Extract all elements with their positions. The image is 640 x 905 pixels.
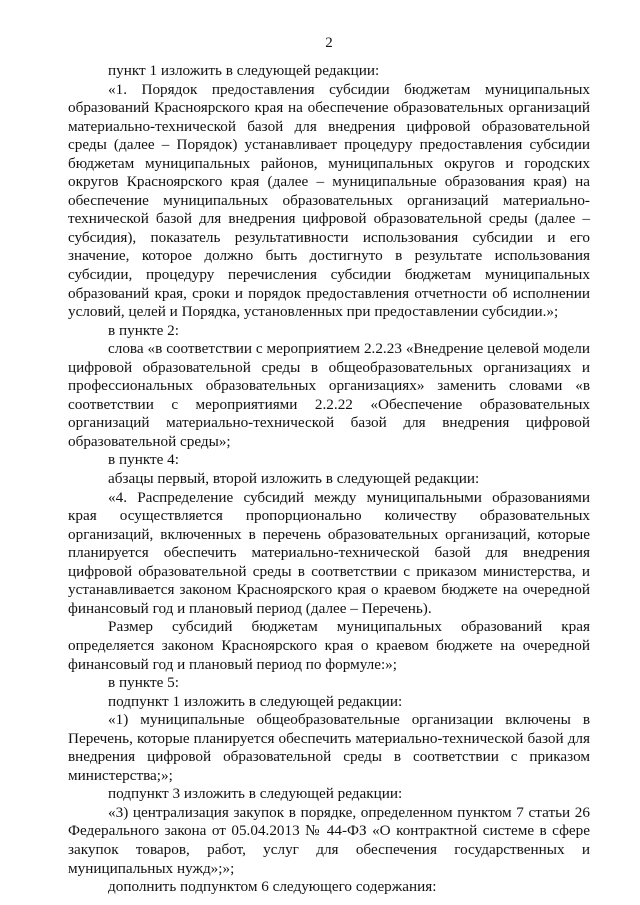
paragraph-item-1-text: «1. Порядок предоставления субсидии бюджетам муниципальных образований Красноярского края на обеспечение образовательных организаций материально-технической базой для внедрения цифровой образовательной среды (далее – Порядок) устанавливает процедуру предоставления субсидии бюджетам муниципальных районов, муниципальных округов и городских округов Красноярского края (далее – муниципальные образования края) на обеспечение муниципальных образовательных организаций материально-технической базой для внедрения цифровой образовательной среды (далее – субсидия), показатель результативности использования субсидии и его значение, которое должно быть достигнуто в результате использования субсидии, процедуру перечисления субсидии бюджетам муниципальных образований края, сроки и порядок предоставления отчетности об исполнении условий, целей и Порядка, установленных при предоставлении субсидии.»; (68, 80, 590, 321)
document-body (68, 62, 590, 897)
paragraph-clause-4-heading: в пункте 4: (108, 451, 179, 469)
paragraph-subitem-3-instruction: подпункт 3 изложить в следующей редакции: (108, 785, 403, 803)
paragraph-subitem-1-text: «1) муниципальные общеобразовательные организации включены в Перечень, которые планируется обеспечить материально-технической базой для внедрения цифровой образовательной среды в соответствии с приказом министерства;»; (68, 711, 590, 784)
paragraph-subsidy-size: Размер субсидий бюджетам муниципальных образований края определяется законом Красноярского края о краевом бюджете на очередной финансовый год и плановый период по формуле:»; (68, 618, 590, 673)
page-number: 2 (325, 35, 333, 51)
paragraph-intro: пункт 1 изложить в следующей редакции: (108, 62, 380, 79)
paragraph-subitem-6-instruction: дополнить подпунктом 6 следующего содержания: (108, 878, 437, 896)
paragraph-subitem-3-text: «3) централизация закупок в порядке, определенном пунктом 7 статьи 26 Федерального закона от 05.04.2013 № 44-ФЗ «О контрактной системе в сфере закупок товаров, работ, услуг для обеспечения государственных и муниципальных нужд»;»; (68, 803, 590, 877)
paragraph-subitem-1-instruction: подпункт 1 изложить в следующей редакции: (108, 692, 403, 710)
paragraph-clause-4-instruction: абзацы первый, второй изложить в следующей редакции: (108, 470, 480, 488)
paragraph-clause-5-heading: в пункте 5: (108, 674, 179, 692)
paragraph-clause-2-text: слова «в соответствии с мероприятием 2.2.23 «Внедрение целевой модели цифровой образовательной среды в общеобразовательных организациях и профессиональных образовательных организациях» заменить словами «в соответствии с мероприятиями 2.2.22 «Обеспечение образовательных организаций материально-технической базой для внедрения цифровой образовательной среды»; (68, 340, 590, 450)
paragraph-clause-2-heading: в пункте 2: (108, 321, 179, 339)
paragraph-clause-4-text: «4. Распределение субсидий между муниципальными образованиями края осуществляется пропорционально количеству образовательных организаций, включенных в перечень образовательных организаций, которые планируется обеспечить материально-технической базой для внедрения цифровой образовательной среды в соответствии с приказом министерства, и устанавливается законом Красноярского края о краевом бюджете на очередной финансовый год и плановый период (далее – Перечень). (68, 488, 590, 617)
